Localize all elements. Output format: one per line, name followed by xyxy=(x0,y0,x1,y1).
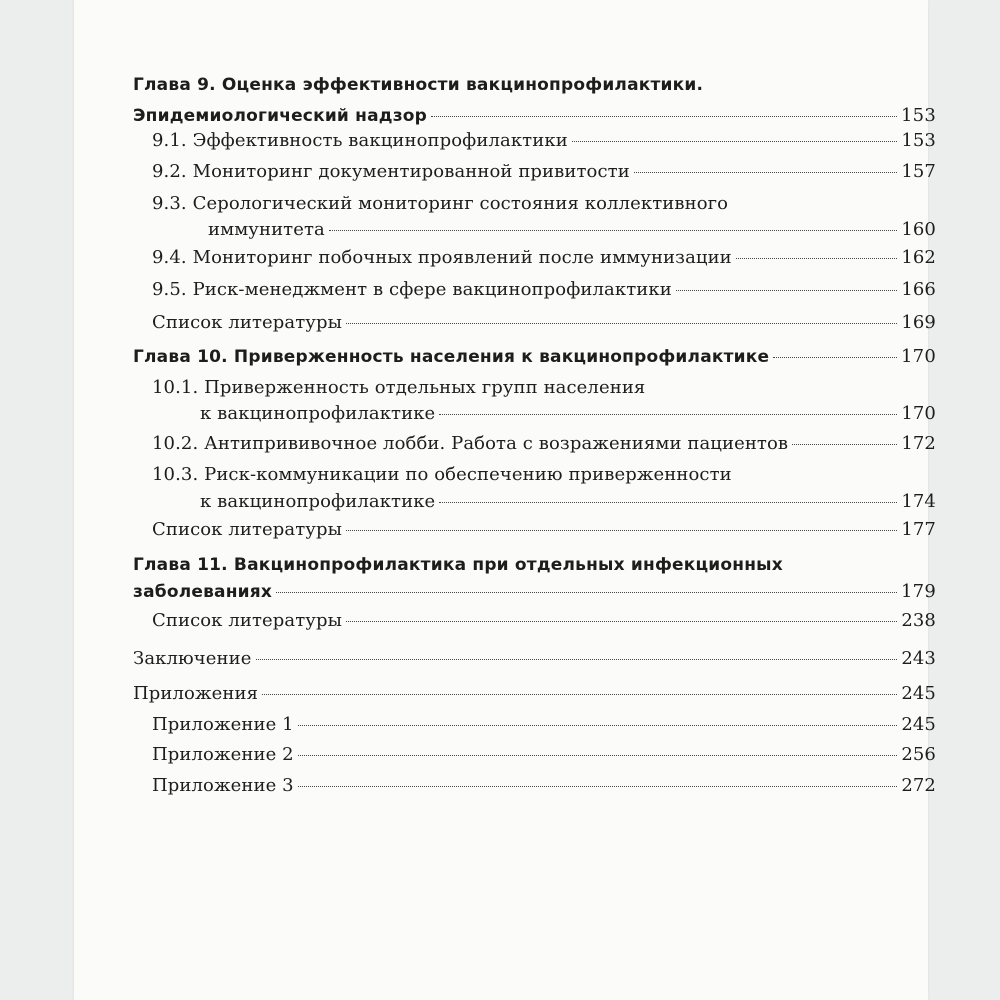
page-number: 170 xyxy=(901,346,936,367)
dot-leader xyxy=(439,502,897,503)
toc-entry-title-line-2: Эпидемиологический надзор xyxy=(133,106,428,126)
page-number: 153 xyxy=(901,130,936,151)
toc-entry-literature-10[interactable] xyxy=(152,517,936,542)
toc-entry-9-5[interactable] xyxy=(152,277,936,302)
page-number: 179 xyxy=(901,581,936,602)
toc-entry-9-4[interactable] xyxy=(152,245,936,270)
toc-entry-9-3[interactable] xyxy=(152,191,936,242)
toc-entry-title-line-1: Глава 11. Вакцинопрофилактика при отдельных инфекционных xyxy=(133,555,783,575)
toc-entry-appendix-1[interactable] xyxy=(152,712,936,737)
toc-entry-appendix-2[interactable] xyxy=(152,742,936,767)
toc-entry-title: 9.1. Эффективность вакцинопрофилактики xyxy=(152,130,568,151)
toc-entry-conclusion[interactable] xyxy=(133,646,936,671)
toc-entry-title-line-1: 9.3. Серологический мониторинг состояния коллективного xyxy=(152,193,729,214)
page-number: 177 xyxy=(901,519,936,540)
book-page xyxy=(74,0,936,1000)
dot-leader xyxy=(346,621,897,622)
toc-entry-title: 9.5. Риск-менеджмент в сфере вакцинопрофилактики xyxy=(152,279,672,300)
dot-leader xyxy=(276,592,897,593)
toc-entry-title: Список литературы xyxy=(152,312,343,333)
toc-entry-title-line-2: к вакцинопрофилактике xyxy=(200,403,436,424)
toc-entry-title-line-1: Глава 9. Оценка эффективности вакцинопрофилактики. xyxy=(133,75,704,95)
dot-leader xyxy=(329,230,897,231)
dot-leader xyxy=(792,444,897,445)
toc-entry-title-line-1: 10.3. Риск-коммуникации по обеспечению приверженности xyxy=(152,464,732,485)
dot-leader xyxy=(676,290,898,291)
dot-leader xyxy=(431,116,897,117)
page-number: 170 xyxy=(901,403,936,424)
page-number: 245 xyxy=(901,683,936,704)
dot-leader xyxy=(256,659,898,660)
toc-entry-9-2[interactable] xyxy=(152,159,936,184)
toc-entry-title-line-2: заболеваниях xyxy=(133,582,273,602)
dot-leader xyxy=(298,725,898,726)
page-number: 243 xyxy=(901,648,936,669)
page-number: 160 xyxy=(901,219,936,240)
page-number: 245 xyxy=(901,714,936,735)
dot-leader xyxy=(298,755,898,756)
page-number: 162 xyxy=(901,247,936,268)
dot-leader xyxy=(298,786,898,787)
toc-entry-appendices[interactable] xyxy=(133,681,936,706)
dot-leader xyxy=(346,323,897,324)
page-number: 169 xyxy=(901,312,936,333)
toc-entry-title: Заключение xyxy=(133,648,252,669)
page-number: 272 xyxy=(901,775,936,796)
toc-entry-chapter-10[interactable] xyxy=(133,344,936,370)
toc-entry-title: Список литературы xyxy=(152,610,343,631)
page-number: 238 xyxy=(901,610,936,631)
toc-entry-9-1[interactable] xyxy=(152,128,936,153)
dot-leader xyxy=(346,530,897,531)
toc-entry-title: 9.4. Мониторинг побочных проявлений после иммунизации xyxy=(152,247,732,268)
page-number: 172 xyxy=(901,433,936,454)
page-number: 153 xyxy=(901,105,936,126)
page-number: 166 xyxy=(901,279,936,300)
toc-entry-10-3[interactable] xyxy=(152,462,936,514)
toc-entry-10-1[interactable] xyxy=(152,375,936,426)
toc-entry-title: Приложение 2 xyxy=(152,744,294,765)
page-number: 157 xyxy=(901,161,936,182)
toc-entry-title-line-2: к вакцинопрофилактике xyxy=(200,491,436,512)
table-of-contents xyxy=(74,0,936,1000)
page-number: 256 xyxy=(901,744,936,765)
dot-leader xyxy=(439,414,897,415)
toc-entry-title: Список литературы xyxy=(152,519,343,540)
toc-entry-title: 10.2. Антипрививочное лобби. Работа с возражениями пациентов xyxy=(152,433,789,454)
toc-entry-chapter-9[interactable] xyxy=(133,73,936,129)
page-number: 174 xyxy=(901,491,936,512)
dot-leader xyxy=(736,258,898,259)
toc-entry-chapter-11[interactable] xyxy=(133,553,936,605)
dot-leader xyxy=(572,141,898,142)
toc-entry-title: 9.2. Мониторинг документированной привитости xyxy=(152,161,630,182)
toc-entry-literature-9[interactable] xyxy=(152,310,936,335)
toc-entry-title: Приложения xyxy=(133,683,259,704)
toc-entry-10-2[interactable] xyxy=(152,431,936,456)
toc-entry-title-line-2: иммунитета xyxy=(208,219,325,240)
dot-leader xyxy=(262,694,897,695)
toc-entry-literature-11[interactable] xyxy=(152,608,936,633)
toc-entry-title: Приложение 3 xyxy=(152,775,294,796)
dot-leader xyxy=(634,172,898,173)
toc-entry-title: Приложение 1 xyxy=(152,714,294,735)
toc-entry-appendix-3[interactable] xyxy=(152,773,936,798)
dot-leader xyxy=(773,357,897,358)
toc-entry-title: Глава 10. Приверженность населения к вакцинопрофилактике xyxy=(133,347,770,367)
toc-entry-title-line-1: 10.1. Приверженность отдельных групп населения xyxy=(152,377,646,398)
